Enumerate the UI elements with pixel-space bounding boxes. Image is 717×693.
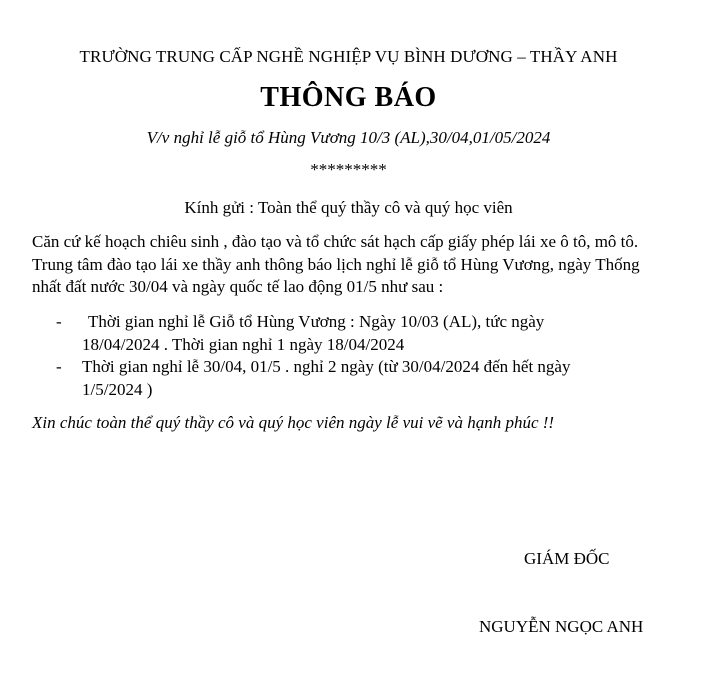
closing-wish: Xin chúc toàn thể quý thầy cô và quý học viên ngày lễ vui vẽ và hạnh phúc !! [32,413,555,432]
list-item [56,311,656,356]
greeting-line: Kính gửi : Toàn thể quý thầy cô và quý học viên [184,198,513,217]
organization-name: TRƯỜNG TRUNG CẤP NGHỀ NGHIỆP VỤ BÌNH DƯƠNG – THẦY ANH [79,47,618,66]
signature-role: GIÁM ĐỐC [524,549,610,568]
list-item-text [82,356,656,401]
list-dash: - [56,357,62,376]
list-item-line2: 1/5/2024 ) [82,379,153,399]
document-subject: V/v nghỉ lễ giỗ tổ Hùng Vương 10/3 (AL),30/04,01/05/2024 [146,128,551,147]
document-title: THÔNG BÁO [260,82,437,113]
holiday-list [56,311,656,401]
signature-name: NGUYỄN NGỌC ANH [479,617,644,636]
body-paragraph: Căn cứ kế hoạch chiêu sinh , đào tạo và tổ chức sát hạch cấp giấy phép lái xe ô tô, mô tô. Trung tâm đào tạo lái xe thầy anh thông báo lịch nghỉ lễ giỗ tổ Hùng Vương, ngày Thống nhất đất nước 30/04 và ngày quốc tế lao động 01/5 như sau : [32,232,640,296]
list-item-text [82,311,656,356]
list-item-line2: 18/04/2024 . Thời gian nghỉ 1 ngày 18/04/2024 [82,334,405,354]
list-item [56,356,656,401]
list-dash: - [56,312,62,331]
separator-stars: ********* [310,160,387,179]
list-item-line1: Thời gian nghỉ lễ Giỗ tổ Hùng Vương : Ngày 10/03 (AL), tức ngày [88,312,545,331]
list-item-line1: Thời gian nghỉ lễ 30/04, 01/5 . nghỉ 2 ngày (từ 30/04/2024 đến hết ngày [82,357,571,376]
